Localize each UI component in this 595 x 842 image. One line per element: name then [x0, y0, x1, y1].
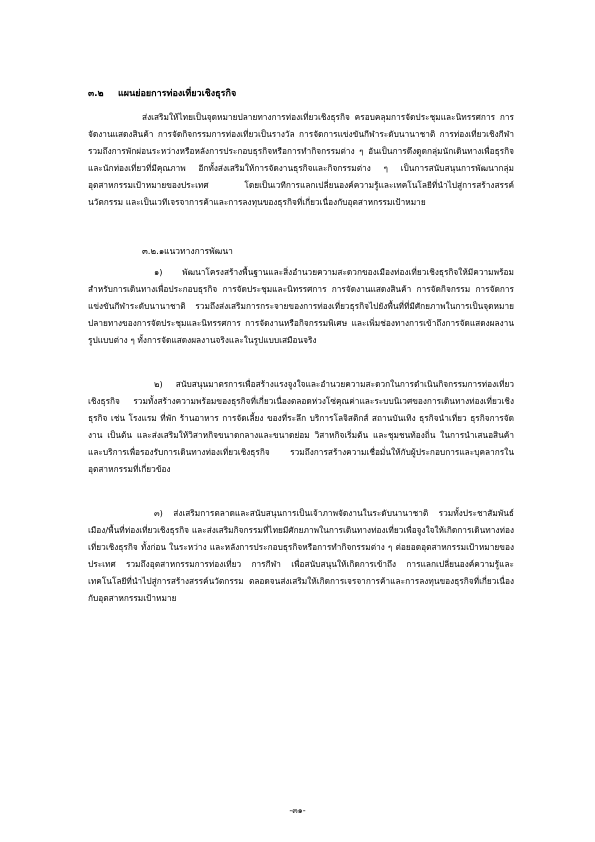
section-number: ๓.๒ [88, 89, 104, 99]
section-heading [88, 88, 508, 100]
guideline-item-2: ๒) สนับสนุนมาตรการเพื่อสร้างแรงจูงใจและอำนวยความสะดวกในการดำเนินกิจกรรมการท่องเที่ยวเชิงธุรกิจ รวมทั้งสร้างความพร้อมของธุรกิจที่เกี่ยวเนื่องตลอดห่วงโซ่คุณค่าและระบบนิเวศของการเดินทางท่องเที่ยวเชิงธุรกิจ เช่น โรงแรม ที่พัก ร้านอาหาร การจัดเลี้ยง ของที่ระลึก บริการโลจิสติกส์ สถานบันเทิง ธุรกิจนำเที่ยว ธุรกิจการจัดงาน เป็นต้น และส่งเสริมให้วิสาหกิจขนาดกลางและขนาดย่อม วิสาหกิจเริ่มต้น และชุมชนท้องถิ่น ในการนำเสนอสินค้าและบริการเพื่อรองรับการเดินทางท่องเที่ยวเชิงธุรกิจ รวมถึงการสร้างความเชื่อมั่นให้กับผู้ประกอบการและบุคลากรในอุตสาหกรรมที่เกี่ยวข้อง [88, 379, 514, 474]
guideline-item-3: ๓) ส่งเสริมการตลาดและสนับสนุนการเป็นเจ้าภาพจัดงานในระดับนานาชาติ รวมทั้งประชาสัมพันธ์เมือง/พื้นที่ท่องเที่ยวเชิงธุรกิจ และส่งเสริมกิจกรรมที่ไทยมีศักยภาพในการเดินทางท่องเที่ยวเพื่อจูงใจให้เกิดการเดินทางท่องเที่ยวเชิงธุรกิจ ทั้งก่อน ในระหว่าง และหลังการประกอบธุรกิจหรือการทำกิจกรรมต่าง ๆ ต่อยอดอุตสาหกรรมเป้าหมายของประเทศ รวมถึงอุตสาหกรรมการท่องเที่ยว การกีฬา เพื่อสนับสนุนให้เกิดการเข้าถึง การแลกเปลี่ยนองค์ความรู้และเทคโนโลยีที่นำไปสู่การสร้างสรรค์นวัตกรรม ตลอดจนส่งเสริมให้เกิดการเจรจาการค้าและการลงทุนของธุรกิจที่เกี่ยวเนื่องกับอุตสาหกรรมเป้าหมาย [88, 508, 514, 603]
subsection-number: ๓.๒.๑ [142, 247, 165, 257]
subsection-title: แนวทางการพัฒนา [164, 247, 233, 257]
guideline-item-1: ๑) พัฒนาโครงสร้างพื้นฐานและสิ่งอำนวยความสะดวกของเมืองท่องเที่ยวเชิงธุรกิจให้มีความพร้อมสำหรับการเดินทางเพื่อประกอบธุรกิจ การจัดประชุมและนิทรรศการ การจัดงานแสดงสินค้า การจัดกิจกรรม การจัดการแข่งขันกีฬาระดับนานาชาติ รวมถึงส่งเสริมการกระจายของการท่องเที่ยวธุรกิจไปยังพื้นที่ที่มีศักยภาพในการเป็นจุดหมายปลายทางของการจัดประชุมและนิทรรศการ การจัดงานหรือกิจกรรมพิเศษ และเพิ่มช่องทางการเข้าถึงการจัดแสดงผลงานรูปแบบต่าง ๆ ทั้งการจัดแสดงผลงานจริงและในรูปแบบเสมือนจริง [88, 267, 514, 345]
page-number: -๓๑- [289, 806, 306, 815]
section-title: แผนย่อยการท่องเที่ยวเชิงธุรกิจ [118, 89, 237, 99]
subsection-heading [142, 246, 442, 258]
intro-paragraph: ส่งเสริมให้ไทยเป็นจุดหมายปลายทางการท่องเที่ยวเชิงธุรกิจ ครอบคลุมการจัดประชุมและนิทรรศการ การจัดงานแสดงสินค้า การจัดกิจกรรมการท่องเที่ยวเป็นรางวัล การจัดการแข่งขันกีฬาระดับนานาชาติ การท่องเที่ยวเชิงกีฬา รวมถึงการพักผ่อนระหว่างหรือหลังการประกอบธุรกิจหรือการทำกิจกรรมต่าง ๆ อันเป็นการดึงดูดกลุ่มนักเดินทางเพื่อธุรกิจและนักท่องเที่ยวที่มีคุณภาพ อีกทั้งส่งเสริมให้การจัดงานธุรกิจและกิจกรรมต่าง ๆ เป็นการสนับสนุนการพัฒนากลุ่มอุตสาหกรรมเป้าหมายของประเทศ โดยเป็นเวทีการแลกเปลี่ยนองค์ความรู้และเทคโนโลยีที่นำไปสู่การสร้างสรรค์นวัตกรรม และเป็นเวทีเจรจาการค้าและการลงทุนของธุรกิจที่เกี่ยวเนื่องกับอุตสาหกรรมเป้าหมาย [88, 112, 514, 207]
